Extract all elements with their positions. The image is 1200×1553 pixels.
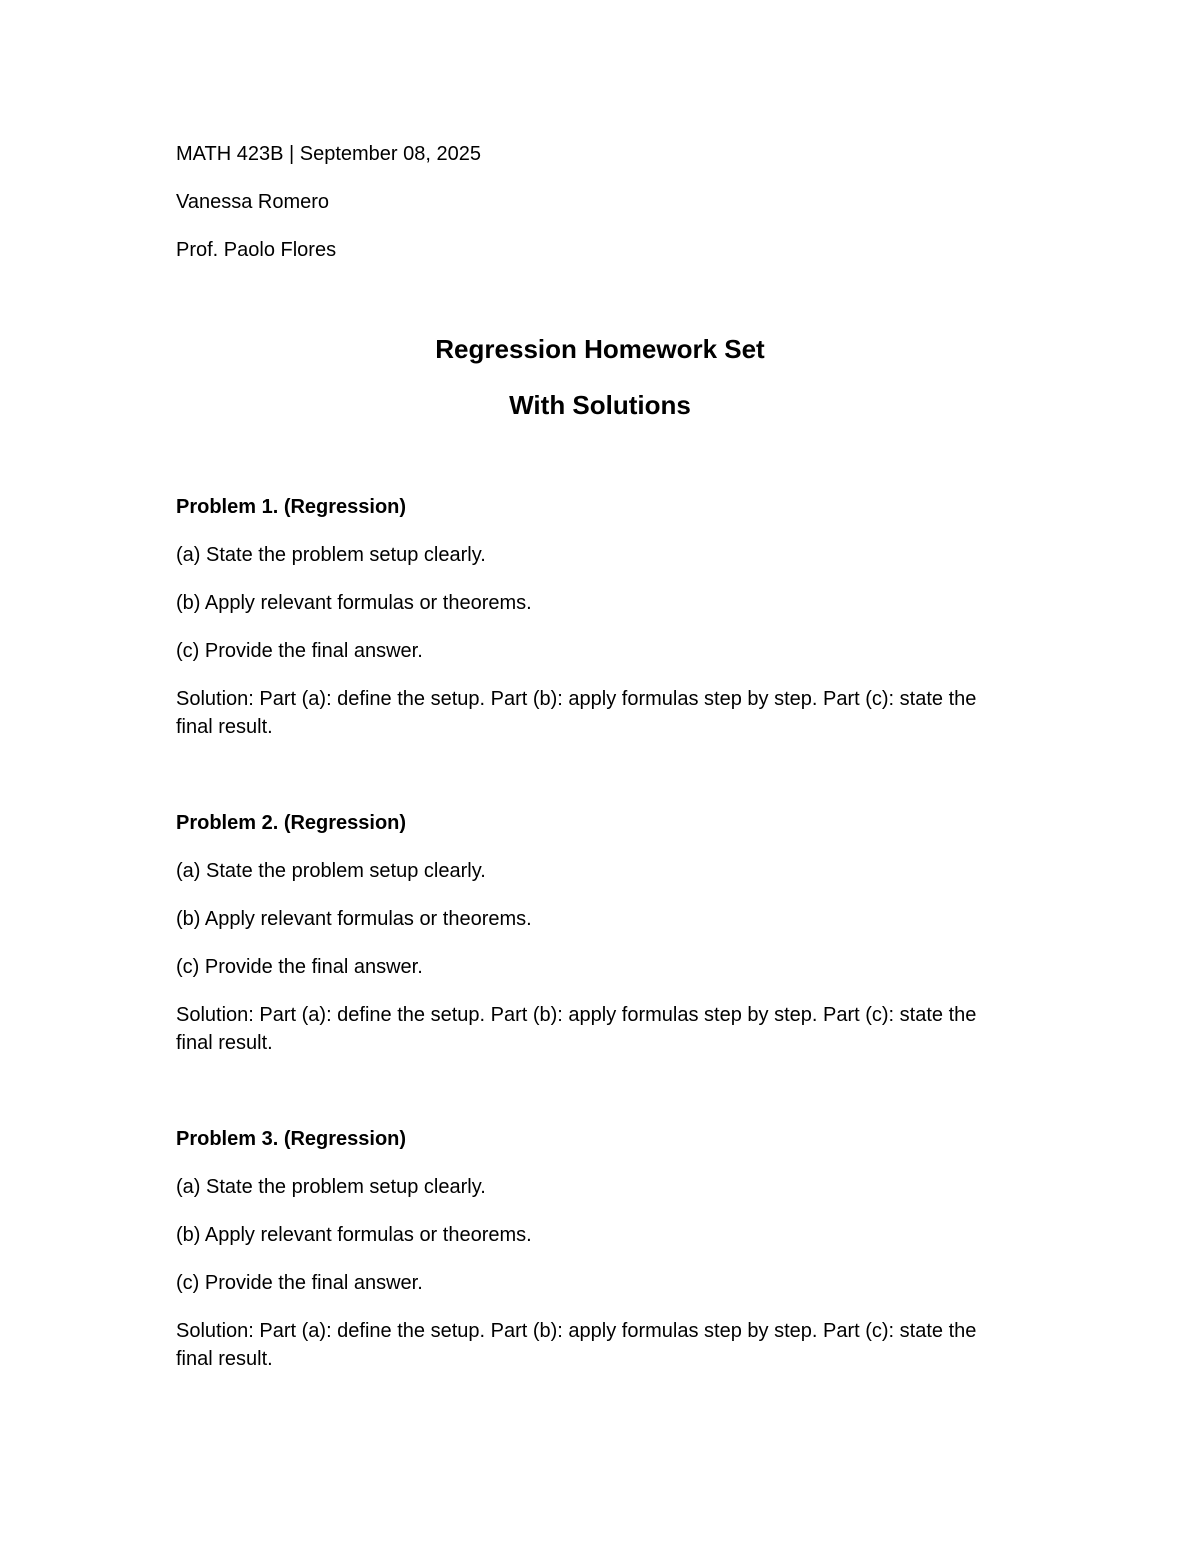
student-name: Vanessa Romero (176, 191, 330, 213)
document-title: Regression Homework Set (435, 334, 765, 364)
problem-heading: Problem 2. (Regression) (176, 812, 407, 834)
problem-part-b: (b) Apply relevant formulas or theorems. (176, 1224, 532, 1246)
problem-part-a: (a) State the problem setup clearly. (176, 1176, 486, 1198)
problem-part-c: (c) Provide the final answer. (176, 640, 423, 662)
document-subtitle: With Solutions (509, 390, 691, 420)
professor-name: Prof. Paolo Flores (176, 239, 337, 261)
problem-solution: Solution: Part (a): define the setup. Part (b): apply formulas step by step. Part (c): state the final result. (176, 1004, 977, 1054)
problem-solution: Solution: Part (a): define the setup. Part (b): apply formulas step by step. Part (c): state the final result. (176, 688, 977, 738)
problem-part-c: (c) Provide the final answer. (176, 1272, 423, 1294)
problem-part-a: (a) State the problem setup clearly. (176, 544, 486, 566)
course-date-line: MATH 423B | September 08, 2025 (176, 143, 481, 165)
problem-part-b: (b) Apply relevant formulas or theorems. (176, 908, 532, 930)
problem-part-a: (a) State the problem setup clearly. (176, 860, 486, 882)
problem-part-c: (c) Provide the final answer. (176, 956, 423, 978)
problem-heading: Problem 3. (Regression) (176, 1128, 407, 1150)
problem-part-b: (b) Apply relevant formulas or theorems. (176, 592, 532, 614)
problem-heading: Problem 1. (Regression) (176, 496, 407, 518)
problem-solution: Solution: Part (a): define the setup. Part (b): apply formulas step by step. Part (c): state the final result. (176, 1320, 977, 1370)
